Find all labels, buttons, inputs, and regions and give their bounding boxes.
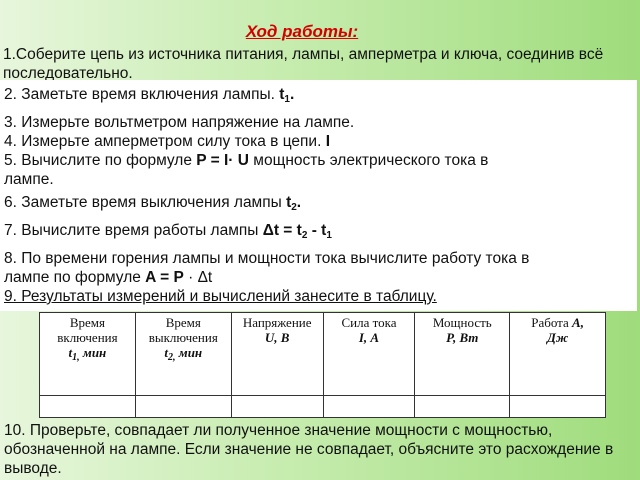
- results-table: [39, 312, 606, 418]
- header-work: Работа А, Дж: [510, 313, 606, 396]
- step-1: 1.Соберите цепь из источника питания, лампы, амперметра и ключа, соединив всё последовательно.: [3, 46, 604, 80]
- step-5: 5. Вычислите по формуле P = I· U мощность электрического тока в: [4, 152, 489, 169]
- step-3: 3. Измерьте вольтметром напряжение на лампе.: [4, 114, 355, 131]
- table-cell: [510, 395, 606, 417]
- table-cell: [135, 395, 231, 417]
- header-off-time: Время выключения $t_{2,}$ мин: [135, 313, 231, 396]
- step-4: 4. Измерьте амперметром силу тока в цепи. I: [4, 133, 331, 150]
- table-header-row: [40, 313, 606, 396]
- step-2: 2. Заметьте время включения лампы. $t_1$.: [4, 86, 295, 105]
- table-cell: [40, 395, 136, 417]
- table-cell: [231, 395, 323, 417]
- work-formula: A = P: [145, 269, 184, 286]
- time-formula: Δt = t: [262, 222, 302, 239]
- table-row: [40, 395, 606, 417]
- steps-list: [4, 85, 634, 306]
- table-cell: [323, 395, 415, 417]
- power-formula: P = I· U: [196, 152, 249, 169]
- step-5-continued: лампе.: [4, 171, 54, 188]
- step-8: 8. По времени горения лампы и мощности тока вычислите работу тока в: [4, 250, 530, 267]
- header-voltage: Напряжение U, В: [231, 313, 323, 396]
- step-10: 10. Проверьте, совпадает ли полученное значение мощности с мощностью, обозначенной на лампе. Если значение не совпадает, объясните это расхождение в выводе.: [4, 422, 614, 477]
- header-power: Мощность Р, Вт: [415, 313, 510, 396]
- step-9: 9. Результаты измерений и вычислений занесите в таблицу.: [4, 288, 437, 305]
- header-current: Сила тока I, А: [323, 313, 415, 396]
- page-title: Ход работы:: [245, 22, 359, 41]
- header-on-time: Время включения $t_{1,}$ мин: [40, 313, 136, 396]
- step-8-continued: лампе по формуле A = P · Δt: [4, 269, 213, 286]
- step-6: 6. Заметьте время выключения лампы $t_2$.: [4, 194, 302, 213]
- step-7: 7. Вычислите время работы лампы $\Delta t = t_2 - t_1$: [4, 222, 332, 241]
- table-cell: [415, 395, 510, 417]
